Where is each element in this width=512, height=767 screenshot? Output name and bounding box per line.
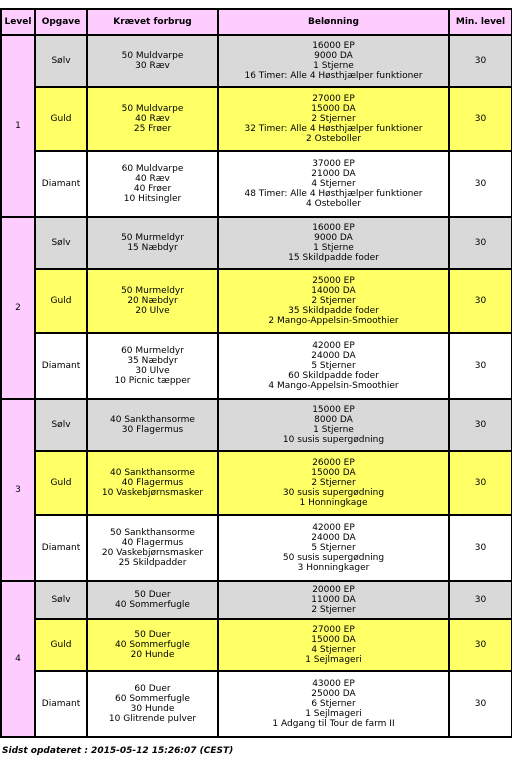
min-level-cell: 30 (449, 671, 512, 737)
table-row (1, 671, 512, 737)
required-cell (87, 269, 218, 333)
cell-line: 40 Ræv (135, 114, 170, 124)
required-cell (87, 87, 218, 151)
cell-line: 30 Flagermus (121, 425, 184, 435)
cell-line: 2 Stjerner (311, 296, 356, 306)
cell-line: 60 Skildpadde foder (288, 371, 379, 381)
cell-line: 20 Ulve (135, 306, 170, 316)
min-level-cell: 30 (449, 581, 512, 619)
task-type-cell: Diamant (35, 333, 87, 399)
task-type-cell: Diamant (35, 515, 87, 581)
cell-line: 16000 EP (312, 223, 355, 233)
task-type-cell: Guld (35, 269, 87, 333)
reward-cell (218, 581, 449, 619)
required-cell (87, 581, 218, 619)
reward-cell (218, 451, 449, 515)
cell-line: 4 Stjerner (311, 645, 356, 655)
min-level-cell: 30 (449, 515, 512, 581)
cell-line: 5 Stjerner (311, 361, 356, 371)
cell-line: 2 Osteboller (306, 134, 361, 144)
cell-line: 9000 DA (314, 51, 353, 61)
table-row (1, 581, 512, 619)
min-level-cell: 30 (449, 35, 512, 87)
cell-line: 1 Stjerne (313, 243, 354, 253)
header-reward: Belønning (218, 9, 449, 35)
cell-line: 16000 EP (312, 41, 355, 51)
table-row (1, 87, 512, 151)
cell-line: 50 Duer (134, 590, 171, 600)
reward-cell (218, 217, 449, 269)
cell-line: 2 Stjerner (311, 605, 356, 615)
cell-line: 43000 EP (312, 679, 355, 689)
cell-line: 20000 EP (312, 585, 355, 595)
task-type-cell: Sølv (35, 581, 87, 619)
level-cell: 2 (1, 217, 35, 399)
cell-line: 40 Sankthansorme (110, 468, 195, 478)
cell-line: 14000 DA (311, 286, 356, 296)
required-cell (87, 515, 218, 581)
cell-line: 40 Flagermus (121, 478, 184, 488)
cell-line: 35 Næbdyr (127, 356, 178, 366)
cell-line: 4 Stjerner (311, 179, 356, 189)
cell-line: 1 Stjerne (313, 425, 354, 435)
cell-line: 48 Timer: Alle 4 Høsthjælper funktioner (244, 189, 423, 199)
cell-line: 15 Næbdyr (127, 243, 178, 253)
cell-line: 15000 DA (311, 468, 356, 478)
table-row (1, 399, 512, 451)
cell-line: 26000 EP (312, 458, 355, 468)
min-level-cell: 30 (449, 399, 512, 451)
cell-line: 4 Mango-Appelsin-Smoothier (268, 381, 399, 391)
cell-line: 37000 EP (312, 159, 355, 169)
cell-line: 5 Stjerner (311, 543, 356, 553)
cell-line: 1 Honningkage (299, 498, 368, 508)
min-level-cell: 30 (449, 269, 512, 333)
cell-line: 40 Flagermus (121, 538, 184, 548)
cell-line: 21000 DA (311, 169, 356, 179)
cell-line: 9000 DA (314, 233, 353, 243)
min-level-cell: 30 (449, 217, 512, 269)
reward-cell (218, 35, 449, 87)
task-type-cell: Guld (35, 451, 87, 515)
min-level-cell: 30 (449, 451, 512, 515)
cell-line: 50 Murmeldyr (121, 233, 184, 243)
required-cell (87, 333, 218, 399)
cell-line: 20 Hunde (130, 650, 175, 660)
cell-line: 42000 EP (312, 523, 355, 533)
cell-line: 1 Adgang til Tour de farm II (272, 719, 395, 729)
cell-line: 10 Picnic tæpper (114, 376, 191, 386)
cell-line: 60 Murmeldyr (121, 346, 184, 356)
cell-line: 15 Skildpadde foder (288, 253, 379, 263)
cell-line: 1 Stjerne (313, 61, 354, 71)
reward-cell (218, 333, 449, 399)
cell-line: 2 Mango-Appelsin-Smoothier (268, 316, 399, 326)
cell-line: 40 Ræv (135, 174, 170, 184)
level-cell: 3 (1, 399, 35, 581)
cell-line: 30 Hunde (130, 704, 175, 714)
required-cell (87, 217, 218, 269)
cell-line: 2 Stjerner (311, 114, 356, 124)
cell-line: 3 Honningkager (297, 563, 370, 573)
cell-line: 60 Sommerfugle (115, 694, 190, 704)
reward-cell (218, 151, 449, 217)
cell-line: 10 Hitsingler (123, 194, 182, 204)
cell-line: 40 Frøer (133, 184, 172, 194)
cell-line: 27000 EP (312, 625, 355, 635)
cell-line: 40 Sankthansorme (110, 415, 195, 425)
table-row (1, 451, 512, 515)
table-row (1, 269, 512, 333)
cell-line: 25000 DA (311, 689, 356, 699)
last-updated: Sidst opdateret : 2015-05-12 15:26:07 (CEST) (2, 746, 234, 756)
level-cell: 1 (1, 35, 35, 217)
cell-line: 40 Sommerfugle (115, 640, 190, 650)
cell-line: 2 Stjerner (311, 478, 356, 488)
cell-line: 30 Ulve (135, 366, 170, 376)
min-level-cell: 30 (449, 333, 512, 399)
table-row (1, 35, 512, 87)
cell-line: 24000 DA (311, 351, 356, 361)
required-cell (87, 451, 218, 515)
cell-line: 4 Osteboller (306, 199, 361, 209)
cell-line: 20 Vaskebjørnsmasker (101, 548, 204, 558)
table-row (1, 151, 512, 217)
min-level-cell: 30 (449, 619, 512, 671)
cell-line: 25 Skildpadder (118, 558, 187, 568)
header-min-level: Min. level (449, 9, 512, 35)
cell-line: 42000 EP (312, 341, 355, 351)
task-type-cell: Sølv (35, 35, 87, 87)
reward-cell (218, 671, 449, 737)
task-type-cell: Guld (35, 619, 87, 671)
cell-line: 10 susis supergødning (282, 435, 385, 445)
reward-cell (218, 87, 449, 151)
cell-line: 10 Vaskebjørnsmasker (101, 488, 204, 498)
cell-line: 20 Næbdyr (127, 296, 178, 306)
cell-line: 25000 EP (312, 276, 355, 286)
cell-line: 60 Duer (134, 684, 171, 694)
cell-line: 1 Sejlmageri (305, 655, 362, 665)
cell-line: 11000 DA (311, 595, 356, 605)
task-type-cell: Sølv (35, 399, 87, 451)
reward-cell (218, 399, 449, 451)
required-cell (87, 619, 218, 671)
cell-line: 30 Ræv (135, 61, 170, 71)
table-row (1, 619, 512, 671)
cell-line: 1 Sejlmageri (305, 709, 362, 719)
table-row (1, 515, 512, 581)
header-task: Opgave (35, 9, 87, 35)
cell-line: 8000 DA (314, 415, 353, 425)
reward-cell (218, 269, 449, 333)
task-table (0, 8, 512, 738)
cell-line: 25 Frøer (133, 124, 172, 134)
cell-line: 50 Muldvarpe (121, 51, 184, 61)
table-row (1, 217, 512, 269)
cell-line: 10 Glitrende pulver (108, 714, 197, 724)
cell-line: 15000 DA (311, 104, 356, 114)
task-type-cell: Diamant (35, 151, 87, 217)
task-type-cell: Diamant (35, 671, 87, 737)
cell-line: 15000 DA (311, 635, 356, 645)
level-cell: 4 (1, 581, 35, 737)
cell-line: 15000 EP (312, 405, 355, 415)
cell-line: 30 susis supergødning (282, 488, 385, 498)
min-level-cell: 30 (449, 87, 512, 151)
header-level: Level (1, 9, 35, 35)
task-type-cell: Guld (35, 87, 87, 151)
task-type-cell: Sølv (35, 217, 87, 269)
table-body (1, 35, 512, 737)
cell-line: 50 susis supergødning (282, 553, 385, 563)
cell-line: 24000 DA (311, 533, 356, 543)
cell-line: 35 Skildpadde foder (288, 306, 379, 316)
cell-line: 50 Sankthansorme (110, 528, 195, 538)
cell-line: 50 Murmeldyr (121, 286, 184, 296)
cell-line: 6 Stjerner (311, 699, 356, 709)
header-row (1, 9, 512, 35)
required-cell (87, 35, 218, 87)
cell-line: 32 Timer: Alle 4 Høsthjælper funktioner (244, 124, 423, 134)
cell-line: 40 Sommerfugle (115, 600, 190, 610)
header-required: Krævet forbrug (87, 9, 218, 35)
cell-line: 16 Timer: Alle 4 Høsthjælper funktioner (244, 71, 423, 81)
cell-line: 50 Duer (134, 630, 171, 640)
reward-cell (218, 515, 449, 581)
required-cell (87, 151, 218, 217)
min-level-cell: 30 (449, 151, 512, 217)
cell-line: 27000 EP (312, 94, 355, 104)
reward-cell (218, 619, 449, 671)
cell-line: 50 Muldvarpe (121, 104, 184, 114)
required-cell (87, 671, 218, 737)
cell-line: 60 Muldvarpe (121, 164, 184, 174)
table-row (1, 333, 512, 399)
required-cell (87, 399, 218, 451)
